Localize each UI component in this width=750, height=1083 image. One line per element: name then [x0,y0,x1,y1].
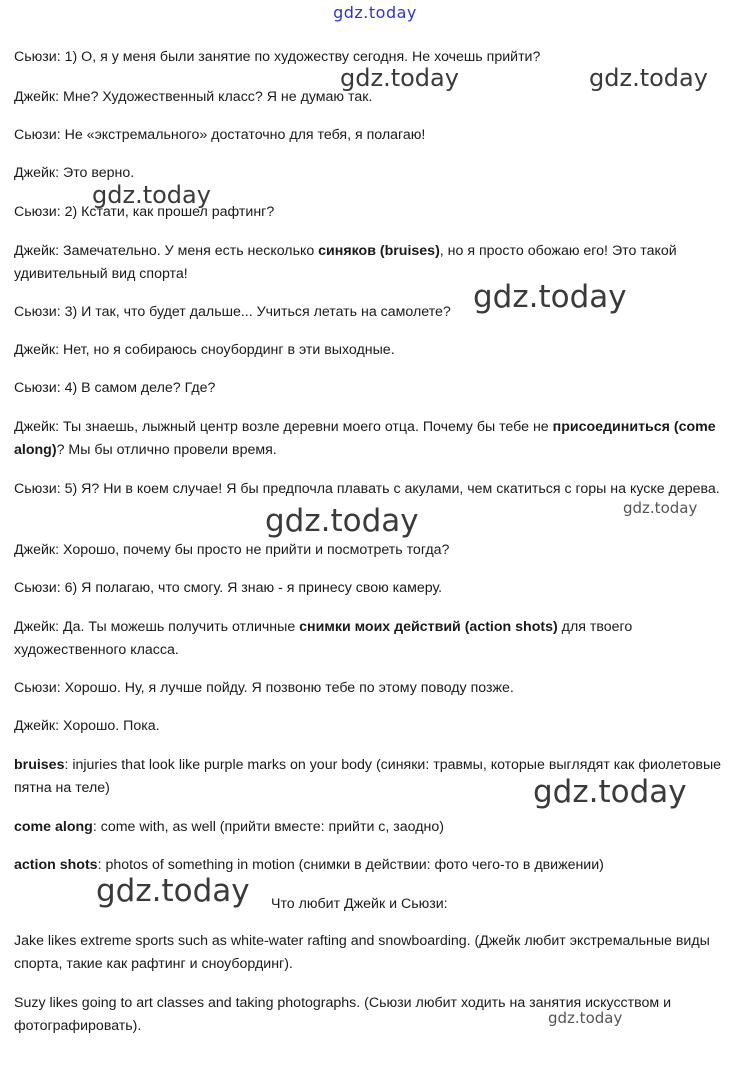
speaker: Сьюзи: [14,49,61,65]
speaker: Сьюзи: [14,481,61,497]
speaker: Джейк: [14,165,60,181]
line-text: Не «экстремального» достаточно для тебя, я полагаю! [60,127,426,143]
answer-paragraph: Jake likes extreme sports such as white-water rafting and snowboarding. (Джейк любит экстремальные виды спорта, такие как рафтинг и сноубординг). [14,933,710,972]
line-text: 2) Кстати, как прошел рафтинг? [60,204,275,220]
speaker: Джейк: [14,89,60,105]
dialogue-line [14,677,732,700]
speaker: Джейк: [14,542,60,558]
dialogue-line [14,124,732,147]
line-text: Хорошо. Пока. [59,718,160,734]
speaker: Сьюзи: [14,380,61,396]
speaker: Джейк: [14,619,60,635]
line-text: , но я просто обожаю его! Это такой удивительный вид спорта! [14,243,677,282]
line-text: 1) О, я у меня были занятие по художеству сегодня. Не хочешь прийти? [60,49,541,65]
glossary-term: come along [14,819,93,835]
line-text: Мне? Художественный класс? Я не думаю так. [59,89,373,105]
speaker: Сьюзи: [14,204,61,220]
line-text: 6) Я полагаю, что смогу. Я знаю - я принесу свою камеру. [60,580,443,596]
dialogue-line [14,577,732,600]
line-text: Хорошо. Ну, я лучше пойду. Я позвоню тебе по этому поводу позже. [60,680,514,696]
watermark: gdz.today [340,64,459,92]
watermark: gdz.today [92,181,211,209]
watermark: gdz.today [533,774,687,810]
speaker: Джейк: [14,419,60,435]
question-heading: Что любит Джейк и Сьюзи: [271,896,448,912]
line-text: для твоего художественного класса. [14,619,633,658]
line-text: Хорошо, почему бы просто не прийти и посмотреть тогда? [59,542,450,558]
dialogue-line [14,715,732,738]
glossary-entry [14,816,732,839]
glossary-definition: : photos of something in motion (снимки в действии: фото чего-то в движении) [97,857,604,873]
speaker: Джейк: [14,243,60,259]
glossary-term: action shots [14,857,98,873]
dialogue-line [14,339,732,362]
glossary-definition: : injuries that look like purple marks on your body (синяки: травмы, которые выглядят как фиолетовые пятна на теле) [14,757,722,796]
watermark: gdz.today [96,873,250,909]
bold-term: снимки моих действий (action shots) [299,619,558,635]
line-text: Да. Ты можешь получить отличные [59,619,300,635]
speaker: Сьюзи: [14,304,61,320]
line-text: ? Мы бы отлично провели время. [56,442,277,458]
glossary-definition: : come with, as well (прийти вместе: прийти с, заодно) [92,819,444,835]
dialogue-line [14,539,732,562]
bold-term: присоединиться (come along) [14,419,716,458]
line-text: Нет, но я собираюсь сноубординг в эти выходные. [59,342,395,358]
line-text: Ты знаешь, лыжный центр возле деревни моего отца. Почему бы тебе не [59,419,553,435]
watermark: gdz.today [589,64,708,92]
watermark: gdz.today [623,499,698,517]
watermark: gdz.today [473,279,627,315]
speaker: Джейк: [14,342,60,358]
line-text: Замечательно. У меня есть несколько [59,243,319,259]
dialogue-line [14,478,732,501]
header-watermark: gdz.today [333,3,417,22]
bold-term: синяков (bruises) [318,243,440,259]
speaker: Сьюзи: [14,580,61,596]
dialogue-line [14,616,732,662]
speaker: Сьюзи: [14,680,61,696]
watermark: gdz.today [548,1009,623,1027]
line-text: 3) И так, что будет дальше... Учиться летать на самолете? [60,304,451,320]
answer-paragraph: Suzy likes going to art classes and taking photographs. (Сьюзи любит ходить на занятия искусством и фотографировать). [14,995,672,1034]
line-text: 5) Я? Ни в коем случае! Я бы предпочла плавать с акулами, чем скатиться с горы на куске дерева. [60,481,720,497]
line-text: Это верно. [59,165,135,181]
watermark: gdz.today [265,503,419,539]
glossary-term: bruises [14,757,65,773]
speaker: Джейк: [14,718,60,734]
line-text: 4) В самом деле? Где? [60,380,216,396]
dialogue-line [14,416,732,462]
dialogue-line [14,377,732,400]
speaker: Сьюзи: [14,127,61,143]
